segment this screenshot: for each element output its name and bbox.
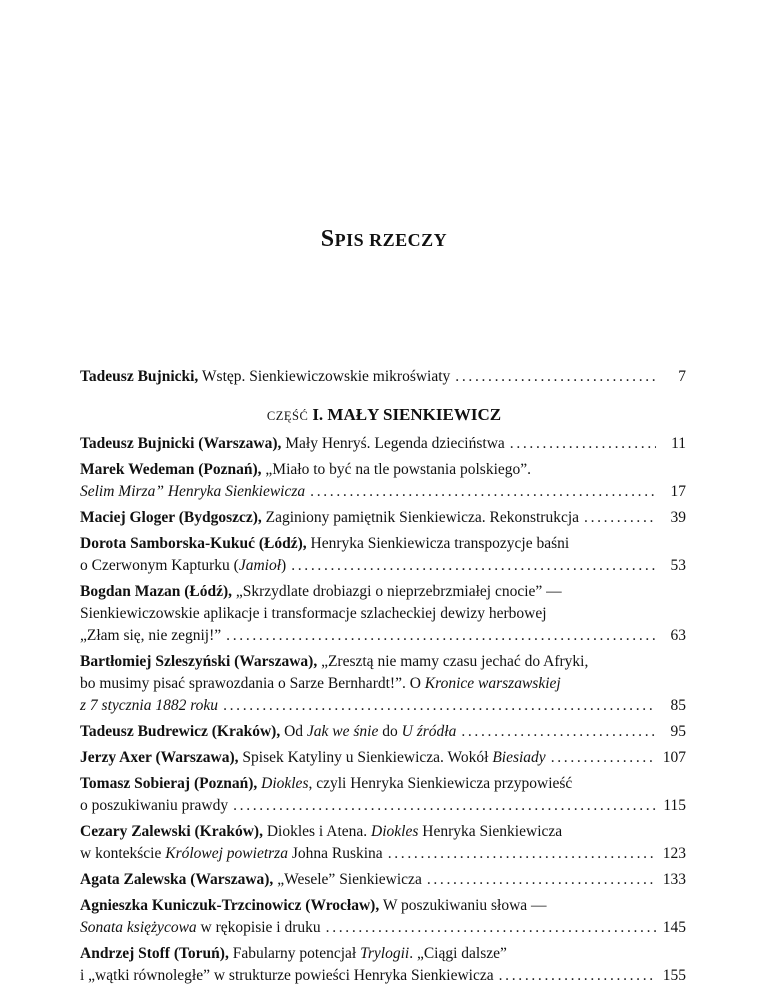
entry-text: Mały Henryś. Legenda dzieciństwa	[281, 435, 505, 452]
intro-author: Tadeusz Bujnicki,	[80, 368, 199, 385]
entry-page-number: 85	[670, 697, 686, 714]
entry-text: W poszukiwaniu słowa —	[379, 897, 547, 914]
leader-dots	[579, 507, 656, 529]
leader-dots	[494, 965, 656, 987]
leader-dots	[305, 481, 656, 503]
entry-text: Od	[280, 723, 307, 740]
entry-author: Tomasz Sobieraj (Poznań),	[80, 775, 258, 792]
entry-text: )	[281, 557, 287, 574]
leader-dots	[218, 695, 656, 717]
entry-text: Biesiady	[492, 749, 546, 766]
entry-text: Zaginiony pamiętnik Sienkiewicza. Rekonstrukcja	[261, 509, 580, 526]
intro-page: 7	[678, 368, 686, 385]
toc-entry-line	[80, 843, 686, 865]
leader-dots	[456, 721, 656, 743]
entry-text: Diokles	[261, 775, 309, 792]
entry-text: Królowej powietrza	[165, 845, 288, 862]
toc-entry-line	[80, 821, 686, 843]
entry-text: do	[378, 723, 402, 740]
entry-text: „Zresztą nie mamy czasu jechać do Afryki,	[317, 653, 589, 670]
toc-entry-line	[80, 481, 686, 503]
toc-entry[interactable]	[80, 721, 686, 743]
toc-entry[interactable]	[80, 943, 686, 987]
entry-text: Selim Mirza” Henryka Sienkiewicza	[80, 483, 306, 500]
part-label: I. MAŁY SIENKIEWICZ	[312, 405, 502, 424]
toc-entry-line	[80, 433, 686, 455]
entry-text: w kontekście	[80, 845, 166, 862]
entry-text: Henryka Sienkiewicza transpozycje baśni	[306, 535, 570, 552]
entry-text: i „wątki równoległe” w strukturze powieści Henryka Sienkiewicza	[80, 967, 494, 984]
entry-text: Sonata księżycowa	[80, 919, 197, 936]
leader-dots	[422, 869, 656, 891]
entry-author: Marek Wedeman (Poznań),	[80, 461, 262, 478]
entry-text: , czyli Henryka Sienkiewicza przypowieść	[308, 775, 573, 792]
toc-entry[interactable]	[80, 581, 686, 647]
entry-page-number: 11	[671, 435, 686, 452]
entry-text: „Miało to być na tle powstania polskiego”.	[261, 461, 532, 478]
entry-author: Agata Zalewska (Warszawa),	[80, 871, 274, 888]
toc-entry[interactable]	[80, 459, 686, 503]
toc-entry-line	[80, 581, 686, 603]
leader-dots	[505, 433, 656, 455]
toc-entry[interactable]	[80, 651, 686, 717]
toc-entry-line	[80, 533, 686, 555]
entry-text: w rękopisie i druku	[196, 919, 321, 936]
entry-text: Diokles i Atena.	[262, 823, 372, 840]
entry-text: Trylogii	[360, 945, 410, 962]
title-rest: PIS RZECZY	[334, 230, 448, 250]
toc-entry-line	[80, 625, 686, 647]
toc-entry[interactable]	[80, 869, 686, 891]
page-title	[0, 226, 768, 253]
entry-text: bo musimy pisać sprawozdania o Sarze Bernhardt!”. O	[80, 675, 425, 692]
entry-text: Diokles	[371, 823, 419, 840]
entry-text: Spisek Katyliny u Sienkiewicza. Wokół	[238, 749, 493, 766]
entry-author: Agnieszka Kuniczuk-Trzcinowicz (Wrocław),	[80, 897, 380, 914]
toc-entry[interactable]	[80, 747, 686, 769]
entry-page-number: 39	[670, 509, 686, 526]
toc-entry-line	[80, 773, 686, 795]
entry-author: Bogdan Mazan (Łódź),	[80, 583, 232, 600]
entry-text: . „Ciągi dalsze”	[409, 945, 507, 962]
leader-dots	[383, 843, 656, 865]
intro-entry[interactable]	[80, 366, 686, 388]
toc-entry-line	[80, 459, 686, 481]
entry-author: Tadeusz Budrewicz (Kraków),	[80, 723, 281, 740]
entry-page-number: 115	[663, 797, 686, 814]
toc-entry-line	[80, 965, 686, 987]
entry-author: Tadeusz Bujnicki (Warszawa),	[80, 435, 282, 452]
entry-page-number: 107	[662, 749, 686, 766]
entry-text: z 7 stycznia 1882 roku	[80, 697, 219, 714]
entry-page-number: 123	[662, 845, 686, 862]
leader-dots	[221, 625, 656, 647]
toc-entry-line	[80, 651, 686, 673]
toc-entry-line	[80, 795, 686, 817]
entry-text: U źródła	[401, 723, 457, 740]
toc-entry[interactable]	[80, 433, 686, 455]
part-prefix: CZĘŚĆ	[266, 409, 309, 423]
toc-entry[interactable]	[80, 895, 686, 939]
entry-text: Jamioł	[238, 557, 282, 574]
entry-text: „Wesele” Sienkiewicza	[273, 871, 422, 888]
entry-text: „Skrzydlate drobiazgi o nieprzebrzmiałej cnocie” —	[232, 583, 562, 600]
toc-entry-line	[80, 721, 686, 743]
toc-entries	[80, 433, 686, 991]
entry-page-number: 63	[670, 627, 686, 644]
entry-page-number: 145	[662, 919, 686, 936]
entry-text: Jak we śnie	[306, 723, 379, 740]
entry-author: Cezary Zalewski (Kraków),	[80, 823, 263, 840]
entry-text: Johna Ruskina	[287, 845, 383, 862]
entry-page-number: 155	[662, 967, 686, 984]
leader-dots	[228, 795, 656, 817]
toc-entry-line	[80, 507, 686, 529]
toc-entry-line	[80, 943, 686, 965]
title-initial: S	[320, 226, 335, 252]
entry-author: Bartłomiej Szleszyński (Warszawa),	[80, 653, 318, 670]
entry-text: o poszukiwaniu prawdy	[80, 797, 229, 814]
toc-entry[interactable]	[80, 507, 686, 529]
entry-author: Andrzej Stoff (Toruń),	[80, 945, 229, 962]
entry-text: o Czerwonym Kapturku (	[80, 557, 239, 574]
toc-entry-line	[80, 917, 686, 939]
intro-title: Wstęp. Sienkiewiczowskie mikroświaty	[198, 368, 451, 385]
leader-dots	[321, 917, 656, 939]
entry-author: Maciej Gloger (Bydgoszcz),	[80, 509, 262, 526]
entry-author: Dorota Samborska-Kukuć (Łódź),	[80, 535, 307, 552]
toc-entry[interactable]	[80, 773, 686, 817]
entry-text: „Złam się, nie zegnij!”	[80, 627, 222, 644]
toc-entry-line	[80, 895, 686, 917]
leader-dots	[286, 555, 656, 577]
toc-entry-line	[80, 673, 686, 695]
toc-entry-line	[80, 869, 686, 891]
entry-page-number: 95	[670, 723, 686, 740]
entry-page-number: 53	[670, 557, 686, 574]
toc-entry-line	[80, 747, 686, 769]
entry-page-number: 17	[670, 483, 686, 500]
leader-dots	[546, 747, 656, 769]
toc-entry-line	[80, 555, 686, 577]
entry-author: Jerzy Axer (Warszawa),	[80, 749, 239, 766]
toc-entry[interactable]	[80, 821, 686, 865]
toc-entry-line	[80, 695, 686, 717]
toc-entry[interactable]	[80, 533, 686, 577]
part-heading	[0, 405, 768, 425]
entry-text: Sienkiewiczowskie aplikacje i transformacje szlacheckiej dewizy herbowej	[80, 605, 547, 622]
entry-text: Kronice warszawskiej	[424, 675, 561, 692]
entry-text: Fabularny potencjał	[228, 945, 361, 962]
toc-entry-line	[80, 603, 686, 625]
entry-page-number: 133	[662, 871, 686, 888]
entry-text: Henryka Sienkiewicza	[418, 823, 563, 840]
